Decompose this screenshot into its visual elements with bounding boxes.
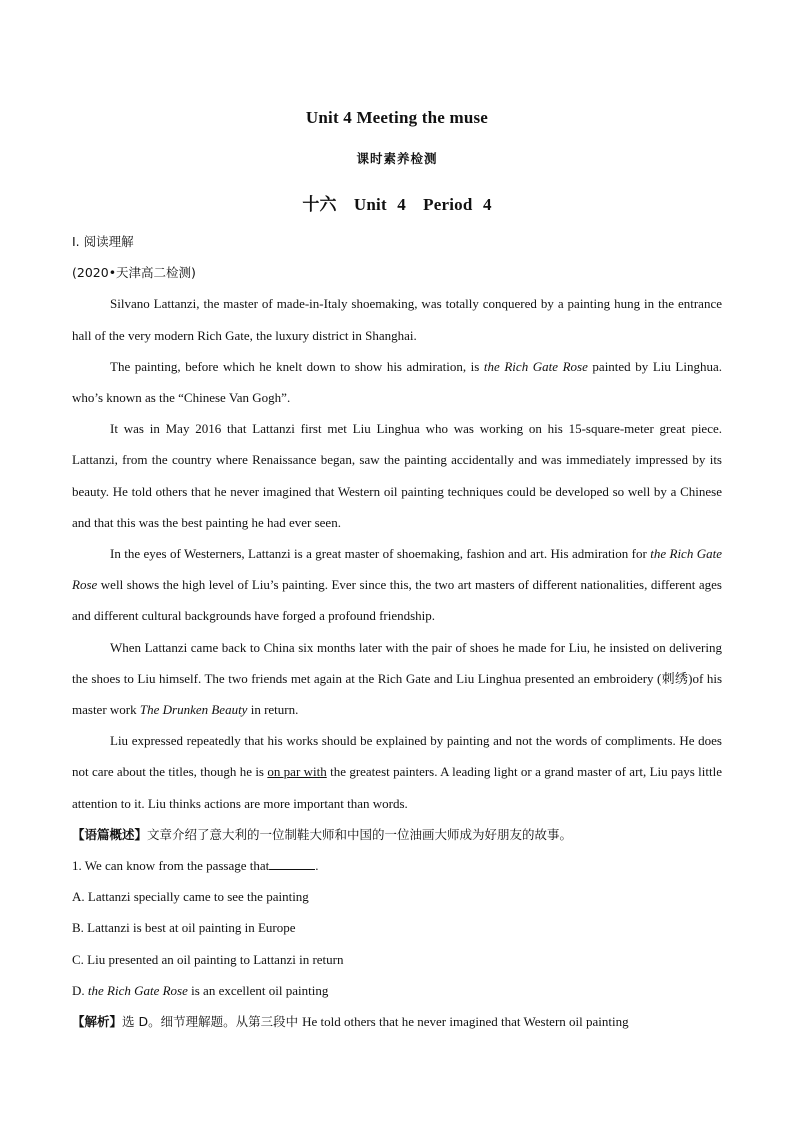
option-a: A. Lattanzi specially came to see the painting bbox=[72, 889, 309, 905]
passage-paragraph-6 bbox=[72, 725, 722, 819]
p2-text-a: The painting, before which he knelt down to show his admiration, is bbox=[110, 358, 484, 374]
p5-work-title: The Drunken Beauty bbox=[139, 702, 248, 718]
analysis-text-cn: 选 D。细节理解题。从第三段中 bbox=[122, 1014, 303, 1030]
question-stem-end: . bbox=[315, 858, 319, 874]
p2-painting-title: the Rich Gate Rose bbox=[483, 358, 588, 374]
p4-painting-title: the Rich Gate Rose bbox=[72, 546, 722, 593]
passage-paragraph-5 bbox=[72, 632, 722, 726]
option-d-prefix: D. bbox=[72, 982, 88, 998]
analysis-text-en: He told others that he never imagined that Western oil painting bbox=[302, 1014, 629, 1030]
option-b: B. Lattanzi is best at oil painting in Europe bbox=[72, 920, 296, 936]
subtitle: 课时素养检测 bbox=[356, 151, 438, 166]
p6-text-b: the greatest painters. A leading light or a grand master of art, Liu pays little attention to it. Liu thinks actions are more important than words. bbox=[72, 764, 723, 811]
p6-text-a: Liu expressed repeatedly that his works should be explained by painting and not the words of compliments. He does not care about the titles, though he is bbox=[72, 733, 722, 780]
analysis-line bbox=[72, 1006, 722, 1037]
p4-text-a: In the eyes of Westerners, Lattanzi is a great master of shoemaking, fashion and art. His admiration for bbox=[110, 546, 651, 562]
option-d-suffix: is an excellent oil painting bbox=[187, 982, 329, 998]
analysis-tag: 【解析】 bbox=[72, 1014, 123, 1030]
passage-paragraph-3: It was in May 2016 that Lattanzi first met Liu Linghua who was working on his 15-square-meter great piece. Lattanzi, from the country where Renaissance began, saw the painting accidentally and was immediately impressed by its beauty. He told others that he never imagined that Western oil painting techniques could be developed so well by a Chinese and that this was the best painting he had ever seen. bbox=[72, 421, 722, 530]
summary-tag: 【语篇概述】 bbox=[72, 826, 148, 842]
option-c: C. Liu presented an oil painting to Lattanzi in return bbox=[72, 951, 344, 967]
summary-line bbox=[72, 819, 722, 850]
option-d bbox=[72, 975, 722, 1006]
period-title: 十六 Unit 4 Period 4 bbox=[302, 195, 492, 214]
p4-text-b: well shows the high level of Liu’s painting. Ever since this, the two art masters of different nationalities, different ages and different cultural backgrounds have forged a profound friendship. bbox=[72, 577, 722, 624]
passage-paragraph-2 bbox=[72, 351, 722, 413]
passage-paragraph-1: Silvano Lattanzi, the master of made-in-Italy shoemaking, was totally conquered by a painting hung in the entrance hall of the very modern Rich Gate, the luxury district in Shanghai. bbox=[72, 296, 722, 343]
p5-text-a: When Lattanzi came back to China six months later with the pair of shoes he made for Liu, he insisted on delivering the shoes to Liu himself. The two friends met again at the Rich Gate and Liu Linghua presented an embroidery (刺绣)of his master work bbox=[72, 639, 722, 718]
p2-text-b: painted by Liu Linghua. who’s known as the “Chinese Van Gogh”. bbox=[72, 358, 723, 406]
unit-title: Unit 4 Meeting the muse bbox=[305, 108, 489, 127]
option-d-title: the Rich Gate Rose bbox=[87, 982, 188, 998]
p5-text-b: in return. bbox=[247, 702, 299, 718]
passage-paragraph-4 bbox=[72, 538, 722, 632]
document-body bbox=[72, 226, 722, 1037]
source-note: (2020•天津高二检测) bbox=[72, 265, 196, 281]
answer-blank bbox=[269, 857, 315, 870]
question-stem bbox=[72, 850, 722, 881]
p6-underlined-phrase: on par with bbox=[267, 764, 327, 780]
section-label: Ⅰ. 阅读理解 bbox=[72, 234, 134, 249]
question-stem-text: 1. We can know from the passage that bbox=[72, 858, 270, 874]
summary-text: 文章介绍了意大利的一位制鞋大师和中国的一位油画大师成为好朋友的故事。 bbox=[147, 826, 573, 842]
